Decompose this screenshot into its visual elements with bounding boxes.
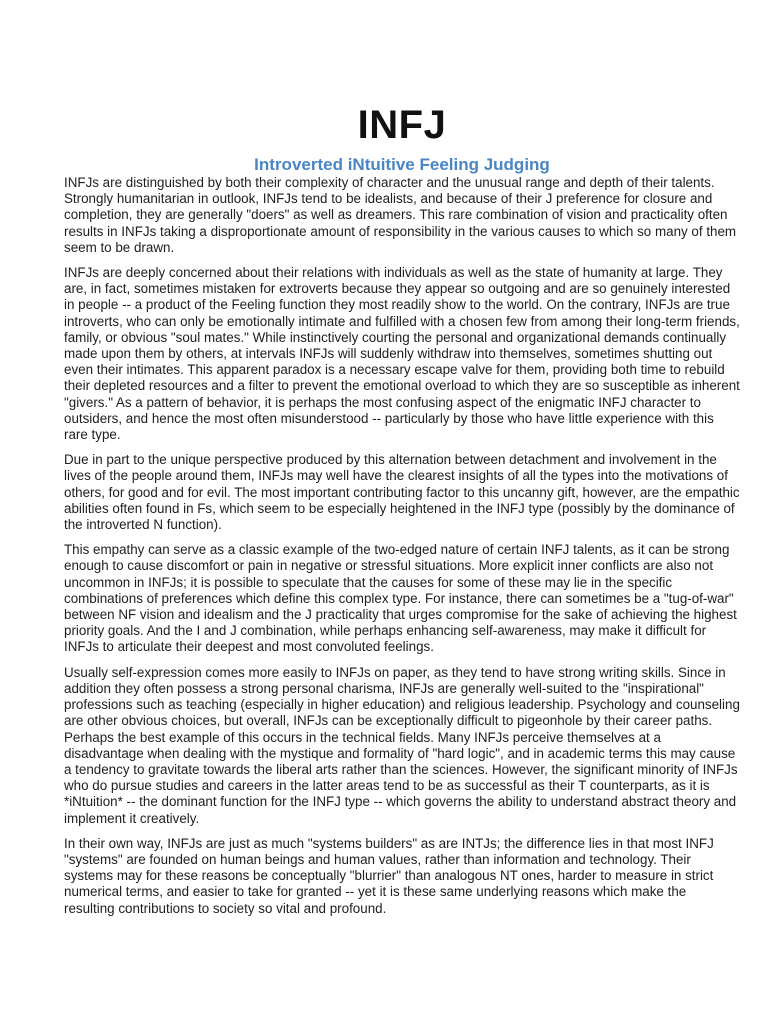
document-page [64, 0, 740, 926]
body-paragraph: Due in part to the unique perspective produced by this alternation between detachment and involvement in the lives of the people around them, INFJs may well have the clearest insights of all the types into the motivations of others, for good and for evil. The most important contributing factor to this uncanny gift, however, are the empathic abilities often found in Fs, which seem to be especially heightened in the INFJ type (possibly by the dominance of the introverted N function). [64, 452, 740, 533]
body-paragraph: Usually self-expression comes more easily to INFJs on paper, as they tend to have strong writing skills. Since in addition they often possess a strong personal charisma, INFJs are generally well-suited to the "inspirational" professions such as teaching (especially in higher education) and religious leadership. Psychology and counseling are other obvious choices, but overall, INFJs can be exceptionally difficult to pigeonhole by their career paths. Perhaps the best example of this occurs in the technical fields. Many INFJs perceive themselves at a disadvantage when dealing with the mystique and formality of "hard logic", and in academic terms this may cause a tendency to gravitate towards the liberal arts rather than the sciences. However, the significant minority of INFJs who do pursue studies and careers in the latter areas tend to be as successful as their T counterparts, as it is *iNtuition* -- the dominant function for the INFJ type -- which governs the ability to understand abstract theory and implement it creatively. [64, 664, 740, 826]
document-subtitle: Introverted iNtuitive Feeling Judging [254, 155, 550, 174]
body-paragraph: INFJs are distinguished by both their complexity of character and the unusual range and depth of their talents. Strongly humanitarian in outlook, INFJs tend to be idealists, and because of their J preference for closure and completion, they are generally "doers" as well as dreamers. This rare combination of vision and practicality often results in INFJs taking a disproportionate amount of responsibility in the various causes to which so many of them seem to be drawn. [64, 175, 737, 255]
body-paragraph: In their own way, INFJs are just as much "systems builders" as are INTJs; the difference lies in that most INFJ "systems" are founded on human beings and human values, rather than information and technology. Their systems may for these reasons be conceptually "blurrier" than analogous NT ones, harder to measure in strict numerical terms, and easier to take for granted -- yet it is these same underlying reasons which make the resulting contributions to society so vital and profound. [64, 835, 714, 916]
body-paragraph: This empathy can serve as a classic example of the two-edged nature of certain INFJ talents, as it can be strong enough to cause discomfort or pain in negative or stressful situations. More explicit inner conflicts are also not uncommon in INFJs; it is possible to speculate that the causes for some of these may lie in the specific combinations of preferences which define this complex type. For instance, there can sometimes be a "tug-of-war" between NF vision and idealism and the J practicality that urges compromise for the sake of achieving the highest priority goals. And the I and J combination, while perhaps enhancing self-awareness, may make it difficult for INFJs to articulate their deepest and most convoluted feelings. [64, 542, 737, 655]
document-title: INFJ [357, 103, 447, 147]
body-paragraph: INFJs are deeply concerned about their relations with individuals as well as the state of humanity at large. They are, in fact, sometimes mistaken for extroverts because they appear so outgoing and are so genuinely interested in people -- a product of the Feeling function they most readily show to the world. On the contrary, INFJs are true introverts, who can only be emotionally intimate and fulfilled with a chosen few from among their long-term friends, family, or obvious "soul mates." While instinctively courting the personal and organizational demands continually made upon them by others, at intervals INFJs will suddenly withdraw into themselves, sometimes shutting out even their intimates. This apparent paradox is a necessary escape valve for them, providing both time to rebuild their depleted resources and a filter to prevent the emotional overload to which they are so susceptible as inherent "givers." As a pattern of behavior, it is perhaps the most confusing aspect of the enigmatic INFJ character to outsiders, and hence the most often misunderstood -- particularly by those who have little experience with this rare type. [64, 265, 740, 443]
document-body [64, 175, 740, 917]
